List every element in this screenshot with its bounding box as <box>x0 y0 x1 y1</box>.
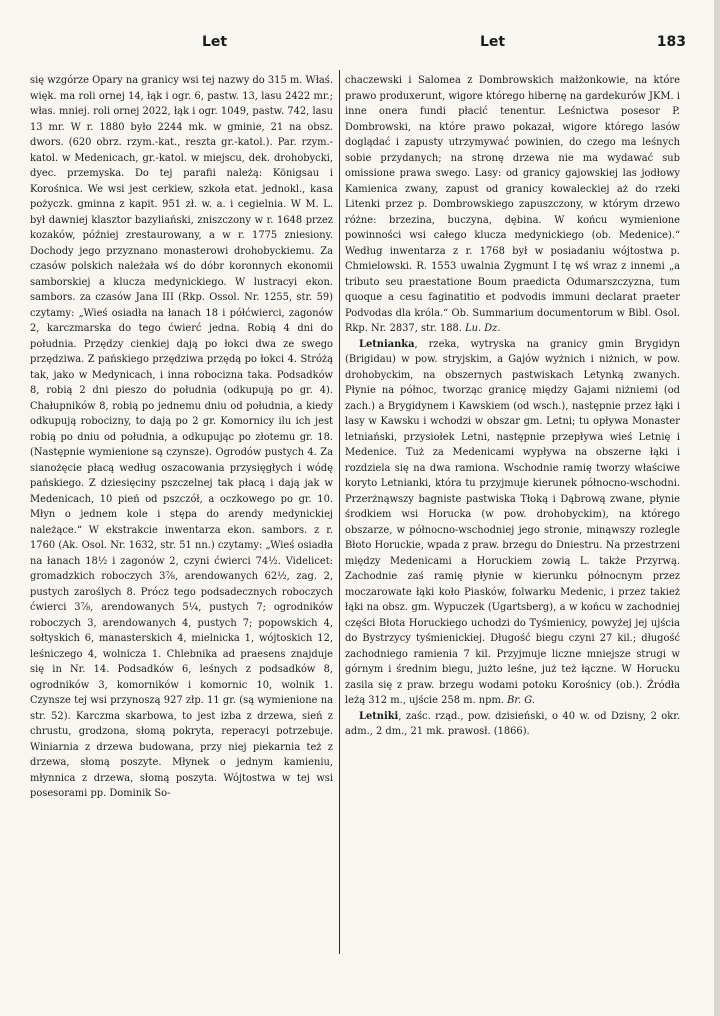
entry-text-letnianka: , rzeka, wytryska na granicy gmin Brygidyn (Brigidau) w pow. stryjskim, a Gajów wyżnich i niżnich, w pow. drohobyckim, na obszernych pastwiskach Letynką zwanych. Płynie na północ, tworząc granicę między Gajami niżniemi (od zach.) a Brygidynem i Kawskiem (od wsch.), następnie przez łąki i lasy w Kawsku i wchodzi w obszar gm. Letni; tu opływa Monaster letniański, przysiołek Letni, następnie przepływa wieś Letnię i Medenice. Tuż za Medenicami wypływa na obszerne łąki i rozdziela się na dwa ramiona. Wschodnie ramię tworzy właściwe koryto Letnianki, która tu przyjmuje kierunek północno-wschodni. Przerżnąwszy bagniste pastwiska Tłoką i Dąbrową zwane, płynie środkiem wsi Horucka (w pow. drohobyckim), na którego obszarze, w północno-wschodniej jego stronie, minąwszy rozlegle Błoto Horuckie, wpada z praw. brzegu do Dniestru. Na przestrzeni między Medenicami a Horuckiem zowią L. także Przyrwą. Zachodnie zaś ramię płynie w kierunku północnym przez moczarowate łąki koło Piasków, folwarku Medenic, i przez takież łąki na obsz. gm. Wypuczek (Ugartsberg), a w końcu w zachodniej części Błota Horuckiego uchodzi do Tyśmienicy, powyżej jej ujścia do Bystrzycy tyśmienickiej. Długość biegu czyni 27 kil.; długość zachodniego ramienia 7 kil. Przyjmuje liczne mniejsze strugi w górnym i średnim biegu, jużto leśne, już też łączne. W Horucku zasila się z praw. brzegu wodami potoku Korośnicy (ob.). Źródła leżą 312 m., ujście 258 m. npm. <box>345 338 680 706</box>
entry-text-letniki: , zaśc. rząd., pow. dzisieński, o 40 w. od Dzisny, 2 okr. adm., 2 dm., 21 mk. prawosł. (1866). <box>345 710 680 737</box>
continuation-paragraph <box>345 73 680 337</box>
left-column <box>30 73 333 990</box>
continuation-text: chaczewski i Salomea z Dombrowskich małżonkowie, na które prawo produxerunt, wigore którego hibernę na gardekurów JKM. i inne onera fundi płacić tenentur. Leśnictwa posesor P. Dombrowski, na które prawo pokazał, wigore którego lasów doglądać i zapusty utrzymywać powinien, do czego ma leśnych sobie przydanych; na stronę drzewa nie ma wydawać sub omissione prawa swego. Lasy: od granicy gajowskiej las jodłowy Kamienica zwany, zapust od granicy kowaleckiej aż do rzeki Litenki przez p. Dombrowskiego zapuszczony, w którym drzewo różne: brzezina, buczyna, dębina. W końcu wymienione powinności wsi całego klucza medynickiego (ob. Medenice).“ Według inwentarza z r. 1768 był w posiadaniu wójtostwa p. Chmielowski. R. 1553 uwalnia Zygmunt I tę wś wraz z innemi „a tributo seu praestatione Boum praedicta Odumarszczyzna, tum quoque a cesu faginatitio et podvodis immuni declarat praeter Podvodas dla króla.“ Ob. Summarium documentorum w Bibl. Osol. Rkp. Nr. 2837, str. 188. <box>345 75 680 334</box>
continuation-author: Lu. Dz. <box>465 323 501 334</box>
column-divider <box>339 70 340 954</box>
running-head-right: Let <box>480 34 506 50</box>
left-column-text: się wzgórze Opary na granicy wsi tej nazwy do 315 m. Właś. więk. ma roli ornej 14, łąk i ogr. 6, pastw. 13, lasu 2422 mr.; włas. mniej. roli ornej 2022, łąk i ogr. 1049, pastw. 742, lasu 13 mr. W r. 1880 było 2244 mk. w gminie, 21 na obsz. dwors. (620 obrz. rzym.-kat., reszta gr.-katol.). Par. rzym.-katol. w Medenicach, gr.-katol. w miejscu, dek. drohobycki, dyec. przemyska. Do tej parafii należą: Königsau i Korośnica. We wsi jest cerkiew, szkoła etat. jednokl., kasa pożyczk. gminna z kapit. 951 zł. w. a. i cegielnia. W M. L. był dawniej klasztor bazyliański, zniszczony w r. 1648 przez kozaków, później zrestaurowany, a w r. 1775 zniesiony. Dochody jego przyznano monasterowi drohobyckiemu. Za czasów polskich należała wś do dóbr koronnych ekonomii samborskiej a klucza medynickiego. W lustracyi ekon. sambors. za czasów Jana III (Rkp. Ossol. Nr. 1255, str. 59) czytamy: „Wieś osiadła na łanach 18 i półćwierci, zagonów 2, karczmarska do tego ćwierć jedna. Robią 4 dni do południa. Przędzy cienkiej dają po łokci dwa ze swego przędziwa. Z pańskiego przędziwa przędą po łokci 4. Stróżą tak, jako w Medynicach, i inna robocizna taka. Podsadków 8, robią 2 dni pieszo do południa (odkupują po gr. 4). Chałupników 8, robią po jednemu dniu od południa, a kiedy odkupują robocizny, to dają po 2 gr. Komornicy ilu ich jest robią po dniu od południa, a odkupując po złotemu gr. 18. (Następnie wymienione są czynsze). Ogrodów pustych 4. Za sianożęcie płacą według oszacowania przysięgłych i wódę pańskiego. Z dziesięciny pszczelnej tak płacą i dają jak w Medenicach, 10 pień od pszczół, a oczkowego po gr. 10. Młyn o jednem kole i stępa do arendy medynickiej należące.“ W ekstrakcie inwentarza ekon. sambors. z r. 1760 (Ak. Osol. Nr. 1632, str. 51 nn.) czytamy: „Wieś osiadła na łanach 18½ i zagonów 2, czyni ćwierci 74½. Videlicet: gromadzkich roboczych 3⅞, arendowanych 62½, zag. 2, pustych zaroślych 8. Prócz tego podsadecznych roboczych ćwierci 3⅞, arendowanych 5¼, pustych 7; ogrodników roboczych 3, arendowanych 4, pustych 7; popowskich 4, sołtyskich 6, manasterskich 4, mielnicka 1, wójtoskich 12, leśniczego 4, wolnicza 1. Chlebnika ad praesens znajduje się in Nr. 14. Podsadków 6, leśnych z podsadków 8, ogrodników 3, komorników i komornic 10, wolnik 1. Czynsze tej wsi przynoszą 927 złp. 11 gr. (są wymienione na str. 52). Karczma skarbowa, to jest izba z drzewa, sień z chrustu, grodzona, słomą pokryta, reperacyi potrzebuje. Winiarnia z drzewa budowana, przy niej piekarnia też z drzewa, słomą poszyte. Młynek o jednym kamieniu, młynnica z drzewa, słomą poszyta. Wójtostwa w tej wsi posesorami pp. Dominik So- <box>30 75 333 799</box>
page-header <box>30 34 686 54</box>
entry-letniki <box>345 709 680 740</box>
entry-title-letnianka: Letnianka <box>359 338 415 350</box>
page-number: 183 <box>656 34 686 50</box>
entry-author-letnianka: Br. G. <box>507 695 535 706</box>
entry-title-letniki: Letniki <box>359 710 399 722</box>
page-edge <box>714 0 720 1016</box>
running-head-left: Let <box>202 34 228 50</box>
entry-letnianka <box>345 337 680 709</box>
right-column <box>345 73 680 990</box>
